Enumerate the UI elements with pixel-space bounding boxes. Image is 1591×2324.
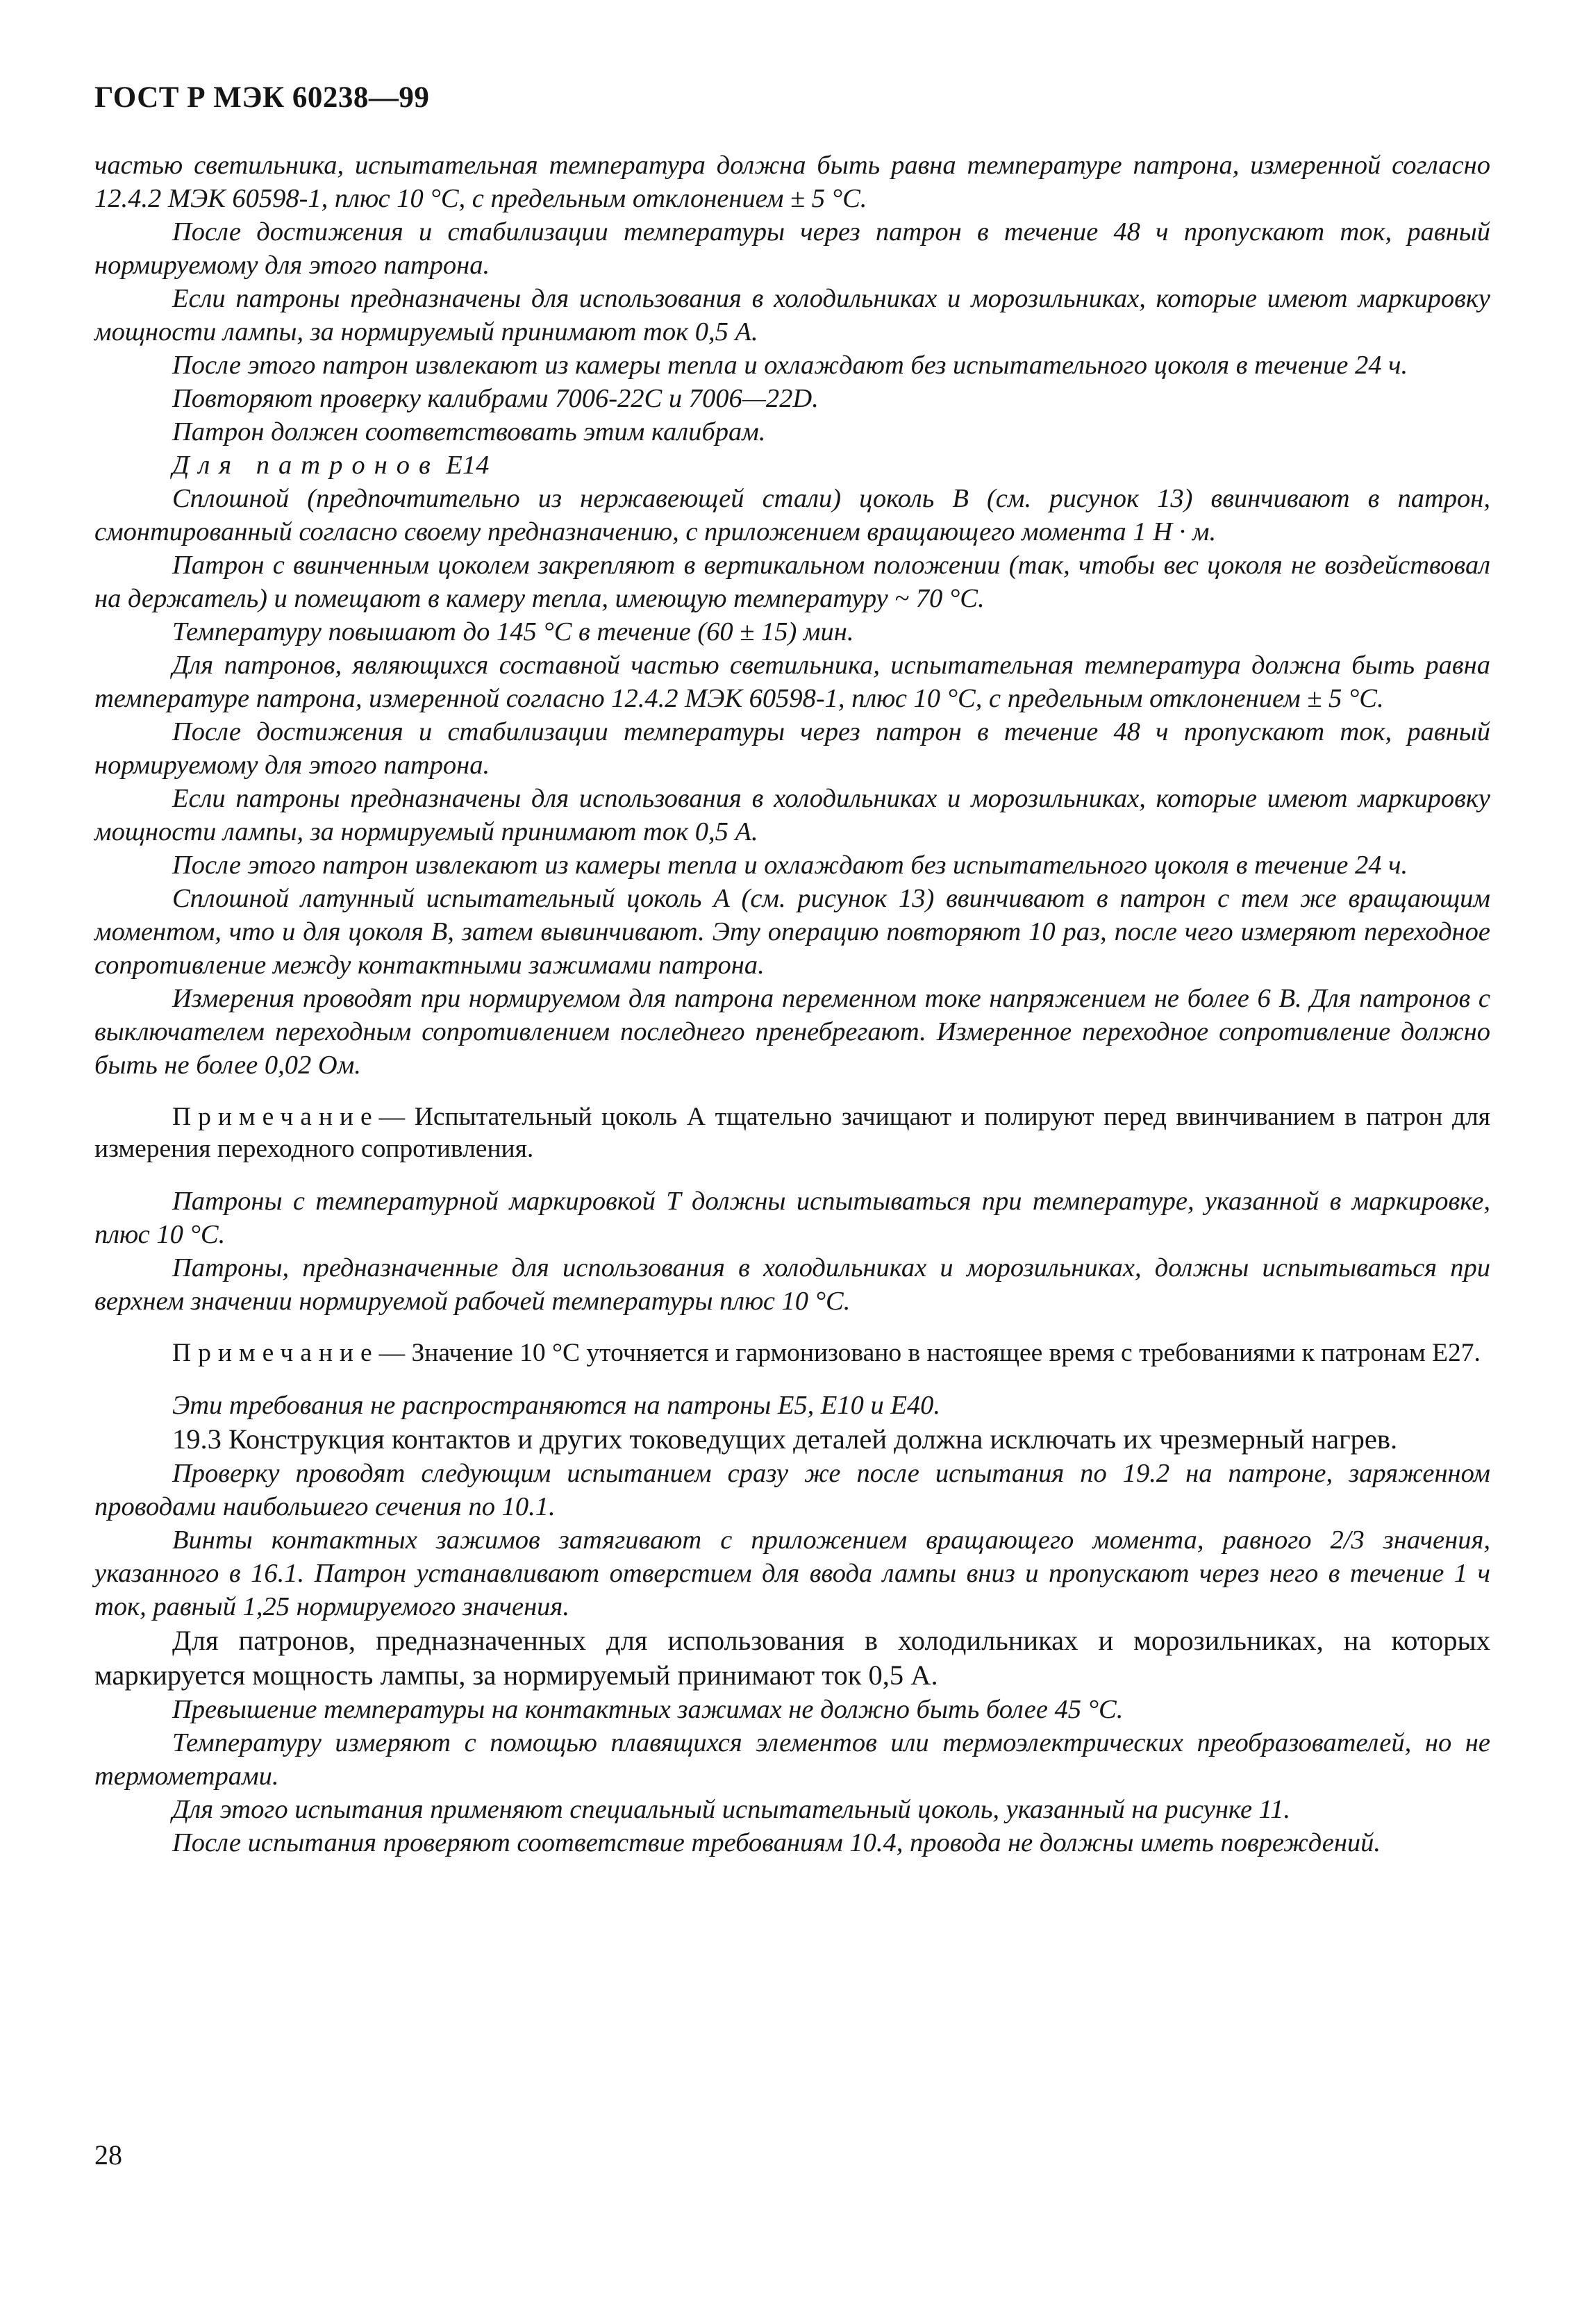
paragraph: Превышение температуры на контактных зажимах не должно быть более 45 °С. (172, 1695, 1124, 1724)
paragraph: После этого патрон извлекают из камеры тепла и охлаждают без испытательного цоколя в течение 24 ч. (172, 851, 1408, 880)
paragraph: Для патронов, предназначенных для использования в холодильниках и морозильниках, на которых маркируется мощность лампы, за нормируемый принимают ток 0,5 А. (94, 1625, 1490, 1691)
paragraph: Винты контактных зажимов затягивают с приложением вращающего момента, равного 2/3 значения, указанного в 16.1. Патрон устанавливают отверстием для ввода лампы вниз и пропускают через него в течение 1 ч ток, равный 1,25 нормируемого значения. (94, 1525, 1490, 1621)
paragraph: Патрон с ввинченным цоколем закрепляют в вертикальном положении (так, чтобы вес цоколя не воздействовал на держатель) и помещают в камеру тепла, имеющую температуру ~ 70 °С. (94, 551, 1490, 613)
document-header: ГОСТ Р МЭК 60238—99 (94, 81, 430, 114)
paragraph: Повторяют проверку калибрами 7006-22С и 7006—22D. (172, 384, 819, 413)
note-text: — Испытательный цоколь А тщательно зачищают и полируют перед ввинчиванием в патрон для измерения переходного сопротивления. (94, 1103, 1490, 1163)
note-text: — Значение 10 °С уточняется и гармонизовано в настоящее время с требованиями к патронам Е27. (378, 1339, 1481, 1367)
paragraph: Сплошной латунный испытательный цоколь А (см. рисунок 13) ввинчивают в патрон с тем же вращающим моментом, что и для цоколя В, затем вывинчивают. Эту операцию повторяют 10 раз, после чего измеряют переходное сопротивление между контактными зажимами патрона. (94, 884, 1490, 980)
paragraph: Патроны с температурной маркировкой Т должны испытываться при температуре, указанной в маркировке, плюс 10 °С. (94, 1187, 1490, 1249)
paragraph: Для этого испытания применяют специальный испытательный цоколь, указанный на рисунке 11. (172, 1795, 1290, 1824)
document-body (94, 149, 1490, 1859)
paragraph: Температуру измеряют с помощью плавящихся элементов или термоэлектрических преобразователей, но не термометрами. (94, 1728, 1490, 1791)
paragraph: Сплошной (предпочтительно из нержавеющей стали) цоколь В (см. рисунок 13) ввинчивают в патрон, смонтированный согласно своему предназначению, с приложением вращающего момента 1 Н · м. (94, 484, 1490, 546)
paragraph: Измерения проводят при нормируемом для патрона переменном токе напряжением не более 6 В. Для патронов с выключателем переходным сопротивлением последнего пренебрегают. Измеренное переходное сопротивление должно быть не более 0,02 Ом. (94, 984, 1490, 1080)
section-paragraph: 19.3 Конструкция контактов и других токоведущих деталей должна исключать их чрезмерный нагрев. (172, 1423, 1398, 1455)
paragraph: После этого патрон извлекают из камеры тепла и охлаждают без испытательного цоколя в течение 24 ч. (172, 351, 1408, 380)
subheading-label: Е14 (446, 451, 490, 480)
paragraph: После достижения и стабилизации температуры через патрон в течение 48 ч пропускают ток, равный нормируемому для этого патрона. (94, 217, 1490, 280)
subheading (94, 449, 1490, 482)
paragraph: Эти требования не распространяются на патроны Е5, Е10 и Е40. (172, 1391, 941, 1420)
paragraph: После испытания проверяют соответствие требованиям 10.4, провода не должны иметь повреждений. (172, 1828, 1381, 1857)
subheading-spaced-text: Для патронов (172, 451, 440, 480)
note (94, 1337, 1490, 1369)
paragraph: Для патронов, являющихся составной частью светильника, испытательная температура должна быть равна температуре патрона, измеренной согласно 12.4.2 МЭК 60598-1, плюс 10 °С, с предельным отклонением ± 5 °С. (94, 651, 1490, 713)
paragraph: Патрон должен соответствовать этим калибрам. (172, 417, 766, 446)
paragraph: После достижения и стабилизации температуры через патрон в течение 48 ч пропускают ток, равный нормируемому для этого патрона. (94, 717, 1490, 780)
paragraph: Если патроны предназначены для использования в холодильниках и морозильниках, которые имеют маркировку мощности лампы, за нормируемый принимают ток 0,5 А. (94, 784, 1490, 846)
note-label: Примечание (172, 1339, 379, 1367)
note (94, 1101, 1490, 1165)
page-number: 28 (94, 2139, 122, 2171)
paragraph: Если патроны предназначены для использования в холодильниках и морозильниках, которые имеют маркировку мощности лампы, за нормируемый принимают ток 0,5 А. (94, 284, 1490, 346)
paragraph: Температуру повышают до 145 °С в течение (60 ± 15) мин. (172, 617, 854, 646)
paragraph: Проверку проводят следующим испытанием сразу же после испытания по 19.2 на патроне, заряженном проводами наибольшего сечения по 10.1. (94, 1459, 1490, 1521)
paragraph: частью светильника, испытательная температура должна быть равна температуре патрона, измеренной согласно 12.4.2 МЭК 60598-1, плюс 10 °С, с предельным отклонением ± 5 °С. (94, 151, 1490, 213)
note-label: Примечание (172, 1103, 379, 1131)
paragraph: Патроны, предназначенные для использования в холодильниках и морозильниках, должны испытываться при верхнем значении нормируемой рабочей температуры плюс 10 °С. (94, 1253, 1490, 1316)
